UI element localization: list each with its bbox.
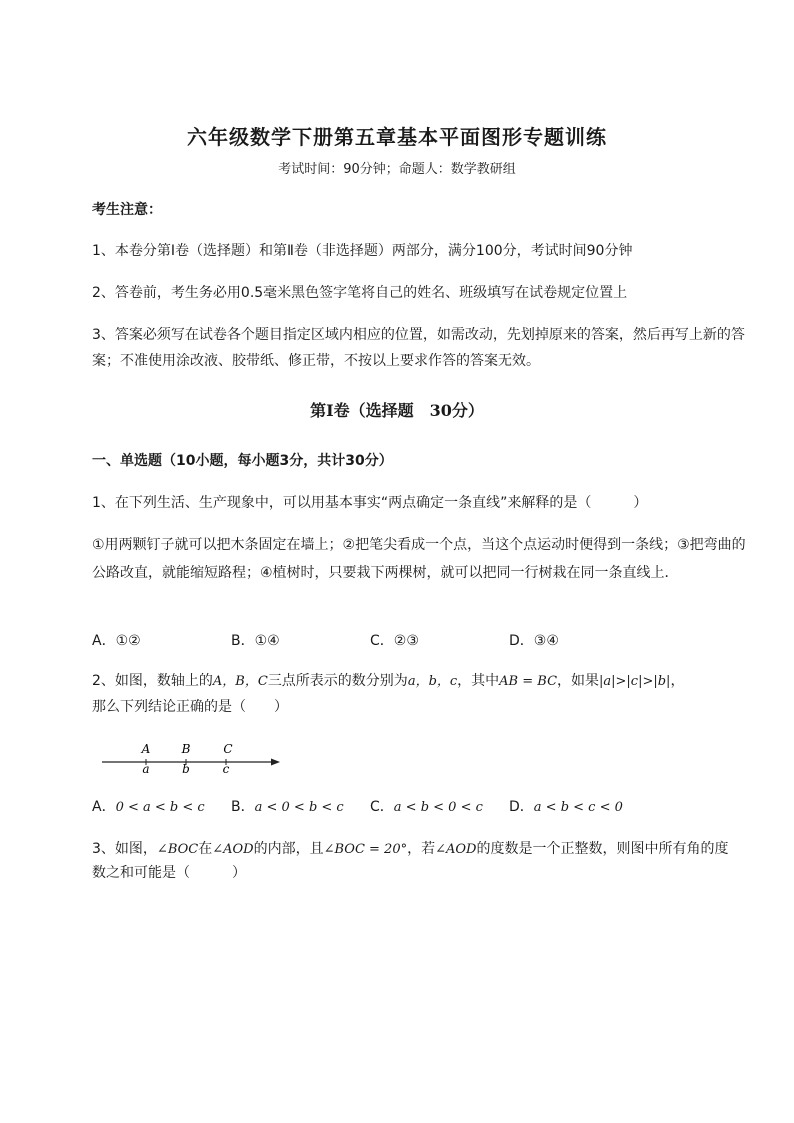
values-label: a，b，c xyxy=(407,674,458,689)
notice-item: 3、答案必须写在试卷各个题目指定区域内相应的位置，如需改动，先划掉原来的答案，然后再写上新的答案；不准使用涂改液、胶带纸、修正带，不按以上要求作答的答案无效。 xyxy=(92,327,745,369)
notice-heading: 考生注意： xyxy=(92,202,162,218)
question-2-stem-line2: 那么下列结论正确的是（ ） xyxy=(92,699,288,715)
question-1-stem: 1、在下列生活、生产现象中，可以用基本事实“两点确定一条直线”来解释的是（ ） xyxy=(92,495,648,511)
notice-item: 1、本卷分第Ⅰ卷（选择题）和第Ⅱ卷（非选择题）两部分，满分100分，考试时间90分钟 xyxy=(92,243,633,259)
number-line-figure xyxy=(100,740,290,780)
notice-item: 2、答卷前，考生务必用0.5毫米黑色签字笔将自己的姓名、班级填写在试卷规定位置上 xyxy=(92,285,628,301)
value-label-b: b xyxy=(182,762,190,776)
exam-info: 考试时间：90分钟；命题人：数学教研组 xyxy=(278,162,516,177)
question-1-body: ①用两颗钉子就可以把木条固定在墙上；②把笔尖看成一个点，当这个点运动时便得到一条线；③把弯曲的公路改直，就能缩短路程；④植树时，只要栽下两棵树，就可以把同一行树栽在同一条直线上． xyxy=(92,537,746,581)
value-label-a: a xyxy=(142,762,150,776)
value-label-c: c xyxy=(222,762,230,776)
option-c[interactable]: C．a < b < 0 < c xyxy=(370,799,483,815)
option-b[interactable]: B．①④ xyxy=(231,633,280,649)
option-d[interactable]: D．a < b < c < 0 xyxy=(509,799,623,815)
points-label: A，B，C xyxy=(212,674,268,689)
option-a[interactable]: A．0 < a < b < c xyxy=(92,799,205,815)
point-label-b: B xyxy=(181,742,191,756)
option-c[interactable]: C．②③ xyxy=(370,633,419,649)
arrow-head-icon xyxy=(271,759,280,766)
equation: AB = BC xyxy=(499,674,558,689)
option-d[interactable]: D．③④ xyxy=(509,633,559,649)
question-3-stem-line2: 数之和可能是（ ） xyxy=(92,865,246,881)
option-b[interactable]: B．a < 0 < b < c xyxy=(231,799,344,815)
point-label-c: C xyxy=(223,742,233,756)
part-heading: 一、单选题（10小题，每小题3分，共计30分） xyxy=(92,453,393,469)
section-title: 第Ⅰ卷（选择题 30分） xyxy=(310,401,484,420)
question-2-stem: 2、如图，数轴上的A，B，C三点所表示的数分别为a，b，c，其中AB = BC，如果|a|>|c|>|b|， xyxy=(92,673,685,689)
question-3-stem: 3、如图，∠BOC在∠AOD的内部，且∠BOC = 20°，若∠AOD的度数是一个正整数，则图中所有角的度 xyxy=(92,841,729,857)
point-label-a: A xyxy=(141,742,151,756)
option-a[interactable]: A．①② xyxy=(92,633,141,649)
page-title: 六年级数学下册第五章基本平面图形专题训练 xyxy=(187,125,607,149)
abs-inequality: |a|>|c|>|b| xyxy=(599,674,671,689)
